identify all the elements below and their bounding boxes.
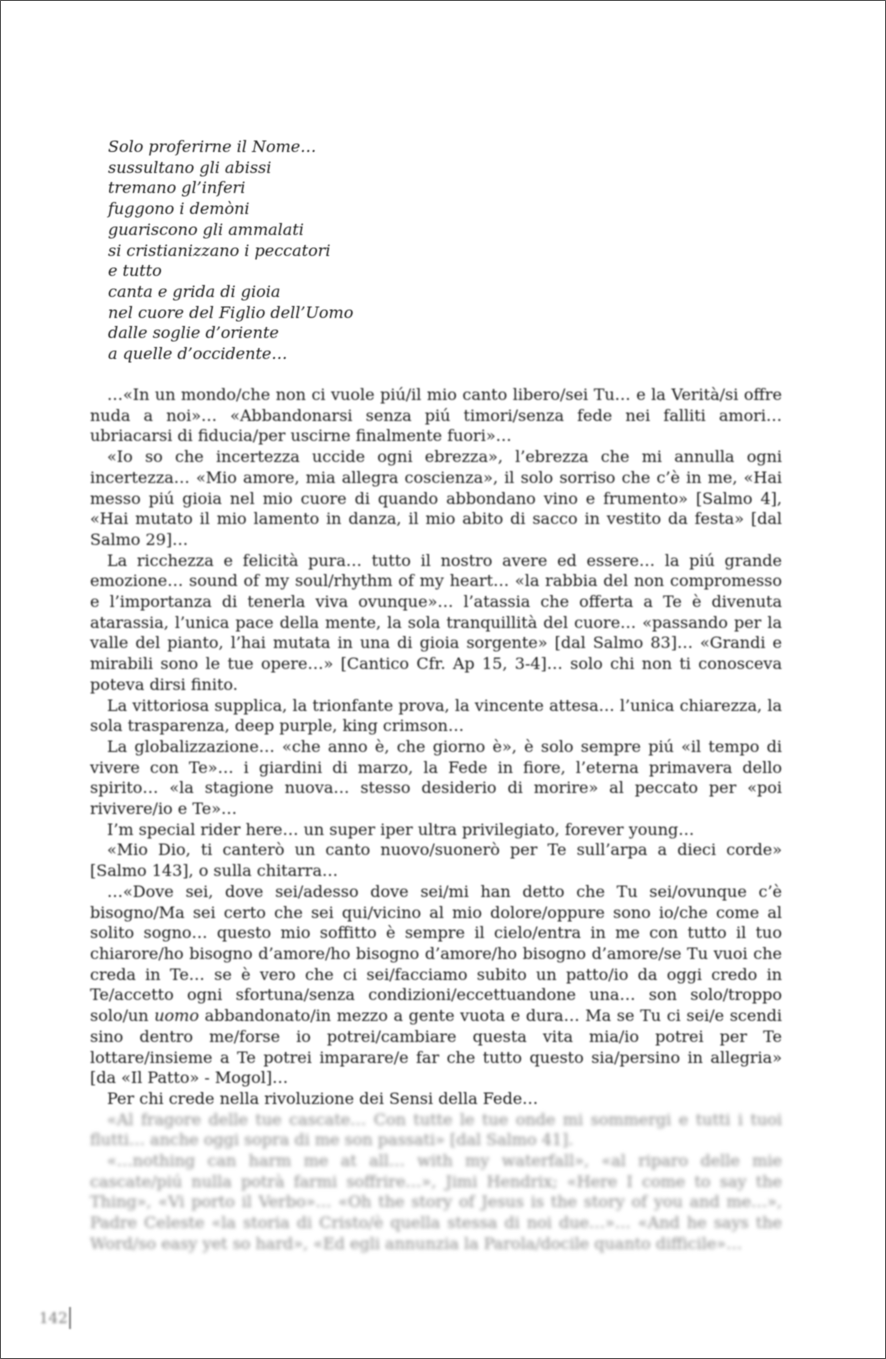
poem-block [108,137,508,365]
poem-line: canta e grida di gioia [108,281,281,301]
paragraph: La ricchezza e felicità pura… tutto il nostro avere ed essere… la piú grande emozione… sound of my soul/rhythm of my heart… «la rabbia del non compromesso e l’importanza di tenerla viva ovunque»… l’atassia che offerta a Te è divenuta atarassia, l’unica pace della mente, la sola tranquillità del cuore… «passando per la valle del pianto, l’hai mutata in una di gioia sorgente» [dal Salmo 83]… «Grandi e mirabili sono le tue opere…» [Cantico Cfr. Ap 15, 3-4]… solo chi non ti conosceva poteva dirsi finito. [90,550,782,694]
paragraph: …«In un mondo/che non ci vuole piú/il mio canto libero/sei Tu… e la Verità/si offre nuda a noi»… «Abbandonarsi senza piú timori/senza fede nei falliti amori… ubriacarsi di fiducia/per uscirne finalmente fuori»… [90,385,782,446]
poem-line: sussultano gli abissi [108,157,272,177]
faded-paragraph: «…nothing can harm me at all… with my waterfall», «al riparo delle mie cascate/piú nulla potrà farmi soffrire…», Jimi Hendrix; «Here I come to say the Thing», «Vi porto il Verbo»… «Oh the story of Jesus is the story of you and me…», Padre Celeste «la storia di Cristo/è quella stessa di noi due…»… «And he says the Word/so easy yet so hard», «Ed egli annunzia la Parola/docile quanto difficile»… [90,1151,782,1253]
paragraph-closing: Per chi crede nella rivoluzione dei Sensi della Fede… [107,1088,539,1108]
poem-line: nel cuore del Figlio dell’Uomo [108,302,354,322]
paragraph: La globalizzazione… «che anno è, che giorno è», è solo sempre piú «il tempo di vivere con Te»… i giardini di marzo, la Fede in fiore, l’eterna primavera dello spirito… «la stagione nuova… stesso desiderio di morire» al peccato per «poi rivivere/io e Te»… [90,736,782,819]
poem-line: fuggono i demòni [108,199,250,219]
poem-line: e tutto [108,261,162,281]
poem-line: tremano gl’inferi [108,178,246,198]
patto-emphasis: uomo [154,1006,199,1026]
paragraph: La vittoriosa supplica, la trionfante prova, la vincente attesa… l’unica chiarezza, la sola trasparenza, deep purple, king crimson… [90,695,782,736]
poem-line: a quelle d’occidente… [108,344,288,364]
paragraph: «Mio Dio, ti canterò un canto nuovo/suonerò per Te sull’arpa a dieci corde» [Salmo 143], o sulla chitarra… [90,840,782,881]
patto-text: …«Dove sei, dove sei/adesso dove sei/mi han detto che Tu sei/ovunque c’è bisogno/Ma sei certo che sei qui/vicino al mio dolore/oppure sono io/che come al solito sogno… questo mio soffitto è sempre il cielo/entra in me con tutto il tuo chiarore/ho bisogno d’amore/ho bisogno d’amore/ho bisogno d’amore/se Tu vuoi che creda in Te… se è vero che ci sei/facciamo subito un patto/io da oggi credo in Te/accetto ogni sfortuna/senza condizioni/eccettuandone una… son solo/troppo solo/un [90,881,782,1026]
poem-line: Solo proferirne il Nome… [108,137,317,156]
folio-divider [69,1307,71,1329]
prose-block [90,385,782,1255]
paragraph-patto [90,882,782,1089]
faded-paragraph: «Al fragore delle tue cascate… Con tutte le tue onde mi sommergi e tutti i tuoi flutti… anche oggi sopra di me son passati» [dal Salmo 41]. [90,1109,782,1150]
paragraph: I’m special rider here… un super iper ultra privilegiato, forever young… [107,819,695,839]
poem-line: si cristianizzano i peccatori [108,240,331,260]
paragraph: «Io so che incertezza uccide ogni ebrezza», l’ebrezza che mi annulla ogni incertezza… «Mio amore, mia allegra coscienza», il solo sorriso che c’è in me, «Hai messo piú gioia nel mio cuore di quando abbondano vino e frumento» [Salmo 4], «Hai mutato il mio lamento in danza, il mio abito di sacco in vestito da festa» [dal Salmo 29]… [90,447,782,549]
page-number: 142 [39,1309,68,1327]
patto-text-end: abbandonato/in mezzo a gente vuota e dura… Ma se Tu ci sei/e scendi sino dentro me/forse io potrei/cambiare questa vita mia/io potrei per Te lottare/insieme a Te potrei imparare/e far che tutto questo sia/persino in allegria» [da «Il Patto» - Mogol]… [90,1006,782,1088]
poem-line: guariscono gli ammalati [108,219,304,239]
poem-line: dalle soglie d’oriente [108,323,279,343]
